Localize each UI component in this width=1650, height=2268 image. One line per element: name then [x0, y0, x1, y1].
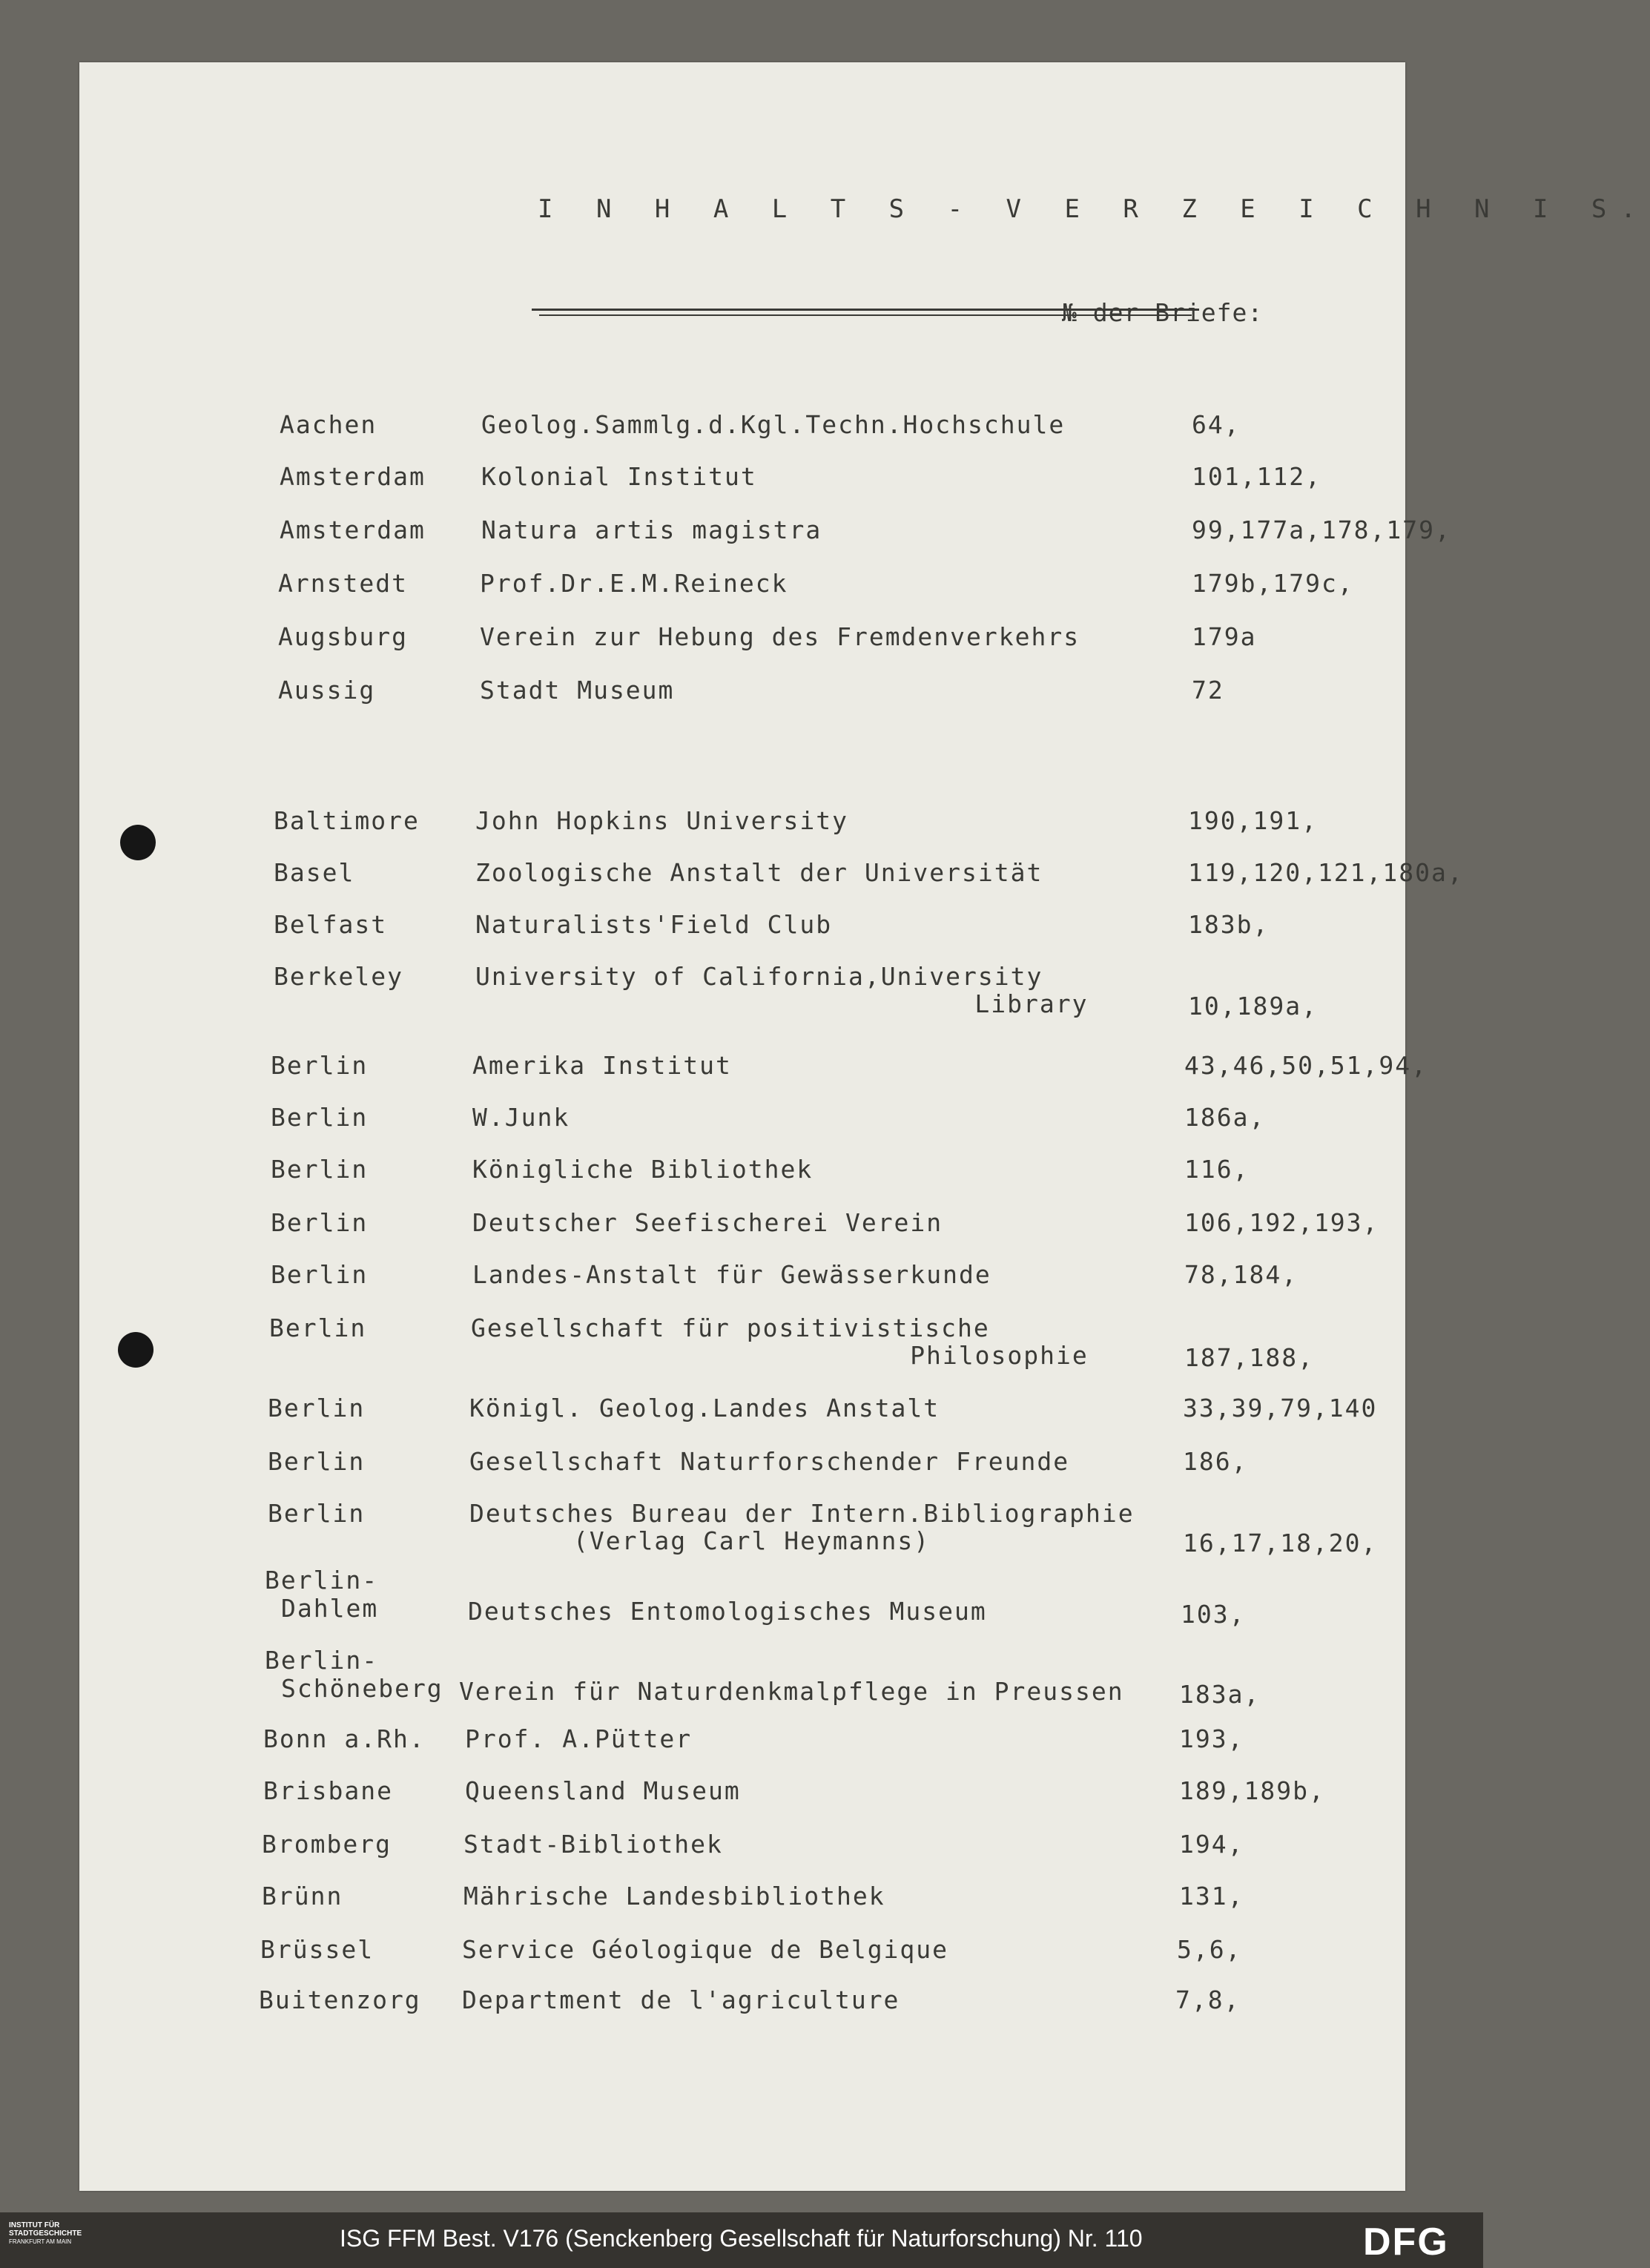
entry-row [79, 1261, 1405, 1320]
entry-institution: Prof. A.Pütter [465, 1724, 693, 1753]
archive-footer [0, 2212, 1483, 2268]
entry-institution: University of California,University [475, 962, 1043, 991]
entry-institution: Landes-Anstalt für Gewässerkunde [472, 1260, 991, 1289]
entry-institution: Verein für Naturdenkmalpflege in Preussen [459, 1677, 1124, 1706]
entry-city: Brünn [262, 1882, 343, 1911]
entry-row [79, 1156, 1405, 1215]
entry-city: Berlin [271, 1208, 369, 1237]
entry-letter-numbers: 103, [1181, 1600, 1246, 1629]
entry-institution: Natura artis magistra [481, 515, 822, 544]
entry-city-continued: Schöneberg [281, 1674, 443, 1703]
footer-caption: ISG FFM Best. V176 (Senckenberg Gesellschaft für Naturforschung) Nr. 110 [340, 2225, 1143, 2252]
entry-row [79, 1830, 1405, 1890]
entry-city: Bromberg [262, 1830, 392, 1859]
entry-institution: Kolonial Institut [481, 462, 757, 491]
entry-letter-numbers: 119,120,121,180a, [1188, 858, 1464, 887]
entry-institution: Deutscher Seefischerei Verein [472, 1208, 943, 1237]
entry-institution: Gesellschaft für positivistische [471, 1313, 990, 1342]
entry-city: Arnstedt [278, 569, 408, 598]
archive-logo [9, 2221, 82, 2246]
entry-letter-numbers: 186, [1183, 1447, 1248, 1476]
entry-city: Amsterdam [280, 462, 426, 491]
entry-row [79, 1051, 1428, 1111]
entry-letter-numbers: 33,39,79,140 [1183, 1394, 1378, 1423]
entry-row [79, 807, 1405, 866]
entry-letter-numbers: 16,17,18,20, [1183, 1529, 1378, 1557]
entry-institution: W.Junk [472, 1103, 570, 1132]
entry-letter-numbers: 183b, [1188, 910, 1270, 939]
entry-city: Belfast [274, 910, 388, 939]
entry-institution: Verein zur Hebung des Fremdenverkehrs [480, 622, 1080, 651]
entry-row [79, 1448, 1405, 1507]
entry-letter-numbers: 10,189a, [1188, 992, 1318, 1021]
entry-institution: Amerika Institut [472, 1051, 732, 1080]
punch-hole [118, 1332, 154, 1368]
entry-letter-numbers: 106,192,193, [1184, 1208, 1379, 1237]
document-page [79, 62, 1650, 2191]
entry-institution: Department de l'agriculture [462, 1985, 900, 2014]
dfg-logo: DFG [1363, 2221, 1449, 2264]
entry-letter-numbers: 64, [1192, 410, 1241, 439]
entry-letter-numbers: 183a, [1179, 1680, 1261, 1709]
entry-city: Berlin- [265, 1646, 379, 1675]
column-header: № der Briefe: [1062, 298, 1264, 327]
entry-row [79, 623, 1405, 682]
entry-letter-numbers: 78,184, [1184, 1260, 1298, 1289]
entry-city: Berlin [271, 1155, 369, 1184]
entry-institution-continued: (Verlag Carl Heymanns) [573, 1526, 931, 1555]
entry-letter-numbers: 72 [1192, 676, 1224, 705]
entry-row [79, 1209, 1405, 1268]
entry-institution: Zoologische Anstalt der Universität [475, 858, 1043, 887]
entry-institution: Geolog.Sammlg.d.Kgl.Techn.Hochschule [481, 410, 1066, 439]
entry-institution: Königl. Geolog.Landes Anstalt [469, 1394, 940, 1423]
entry-city: Berlin [268, 1394, 366, 1423]
entry-letter-numbers: 116, [1184, 1155, 1250, 1184]
logo-line: STADTGESCHICHTE [9, 2229, 82, 2238]
entry-letter-numbers: 99,177a,178,179, [1192, 515, 1451, 544]
entry-letter-numbers: 5,6, [1177, 1935, 1242, 1964]
entry-row [79, 1104, 1405, 1163]
entry-city: Baltimore [274, 806, 420, 835]
entry-institution: Deutsches Bureau der Intern.Bibliographie [469, 1499, 1135, 1528]
entry-row [79, 1986, 1405, 2046]
entry-letter-numbers: 7,8, [1175, 1985, 1241, 2014]
entry-letter-numbers: 179b,179c, [1192, 569, 1354, 598]
entry-institution-continued: Library [974, 989, 1089, 1018]
entry-row [79, 463, 1405, 522]
logo-line: INSTITUT FÜR [9, 2221, 60, 2229]
entry-city: Augsburg [278, 622, 408, 651]
entry-letter-numbers: 131, [1179, 1882, 1244, 1911]
entry-letter-numbers: 101,112, [1192, 462, 1321, 491]
entry-institution-continued: Philosophie [910, 1341, 1089, 1370]
entry-city: Berkeley [274, 962, 403, 991]
entry-row [79, 963, 1405, 1022]
entry-city: Berlin [271, 1051, 369, 1080]
entry-institution: Prof.Dr.E.M.Reineck [480, 569, 788, 598]
entry-institution: Gesellschaft Naturforschender Freunde [469, 1447, 1070, 1476]
entry-letter-numbers: 193, [1179, 1724, 1244, 1753]
entry-row [79, 858, 1464, 918]
entry-city: Brüssel [260, 1935, 374, 1964]
entry-row [79, 1394, 1405, 1454]
entry-row [79, 1646, 1405, 1709]
entry-row [79, 515, 1451, 576]
entry-letter-numbers: 189,189b, [1179, 1776, 1325, 1805]
entry-city: Amsterdam [280, 515, 426, 544]
entry-city: Berlin [271, 1103, 369, 1132]
entry-institution: Deutsches Entomologisches Museum [468, 1597, 987, 1626]
entry-letter-numbers: 186a, [1184, 1103, 1266, 1132]
entry-row [79, 411, 1405, 470]
entry-row [79, 911, 1405, 970]
entry-institution: John Hopkins University [475, 806, 848, 835]
logo-line: FRANKFURT AM MAIN [9, 2238, 72, 2245]
entry-row [79, 1566, 1405, 1629]
entry-letter-numbers: 187,188, [1184, 1343, 1314, 1372]
entry-letter-numbers: 179a [1192, 622, 1257, 651]
entry-letter-numbers: 190,191, [1188, 806, 1318, 835]
entry-row [79, 1500, 1405, 1559]
entry-letter-numbers: 194, [1179, 1830, 1244, 1859]
entry-institution: Stadt-Bibliothek [463, 1830, 723, 1859]
entry-letter-numbers: 43,46,50,51,94, [1184, 1051, 1428, 1080]
entry-city: Berlin- [265, 1566, 379, 1595]
entry-institution: Mährische Landesbibliothek [463, 1882, 885, 1911]
entry-institution: Service Géologique de Belgique [462, 1935, 949, 1964]
entry-city: Berlin [271, 1260, 369, 1289]
entry-row [79, 1777, 1405, 1836]
entry-institution: Naturalists'Field Club [475, 910, 833, 939]
entry-city: Berlin [268, 1447, 366, 1476]
entry-institution: Queensland Museum [465, 1776, 741, 1805]
entry-row [79, 1725, 1405, 1784]
punch-hole [120, 825, 156, 860]
entry-row [79, 1314, 1405, 1374]
entry-city: Aachen [280, 410, 377, 439]
entry-city: Brisbane [263, 1776, 393, 1805]
entry-city-continued: Dahlem [281, 1594, 379, 1623]
entry-city: Berlin [269, 1313, 367, 1342]
entry-row [79, 676, 1405, 736]
entry-institution: Stadt Museum [480, 676, 675, 705]
entry-city: Basel [274, 858, 355, 887]
entry-row [79, 570, 1405, 629]
entry-institution: Königliche Bibliothek [472, 1155, 814, 1184]
entry-city: Berlin [268, 1499, 366, 1528]
entry-city: Bonn a.Rh. [263, 1724, 426, 1753]
document-title: I N H A L T S - V E R Z E I C H N I S. [538, 194, 1650, 224]
entry-city: Buitenzorg [259, 1985, 421, 2014]
entry-row [79, 1882, 1405, 1942]
entry-city: Aussig [278, 676, 376, 705]
